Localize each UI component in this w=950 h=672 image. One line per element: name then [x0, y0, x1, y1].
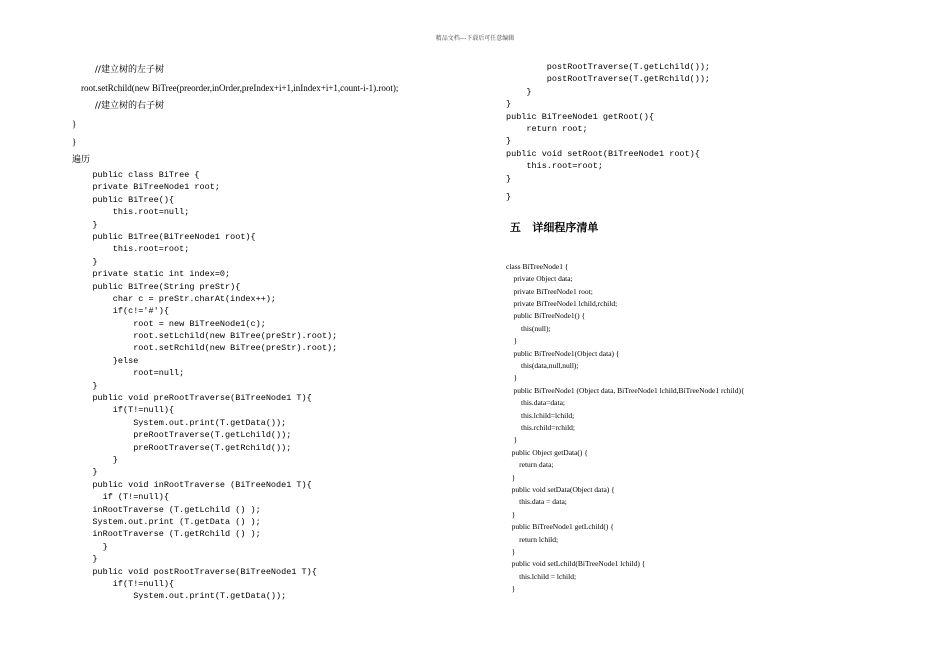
right-column-line: this.rchild=rchild;: [506, 422, 576, 432]
right-column-line: public BiTreeNode1 getRoot(){: [506, 111, 654, 122]
right-column-line: this.lchild = lchild;: [506, 571, 577, 581]
left-column-line: }: [72, 467, 98, 478]
right-column: [506, 61, 926, 595]
right-column-line: private BiTreeNode1 root;: [506, 286, 593, 296]
left-column-line: //建立树的右子树: [72, 101, 164, 111]
right-column-line: this.lchild=lchild;: [506, 410, 575, 420]
right-column-line: }: [506, 99, 512, 110]
section-heading: 五 详细程序清单: [506, 220, 599, 234]
left-column-line: public BiTree(BiTreeNode1 root){: [72, 231, 256, 242]
right-column-line: public BiTreeNode1 getLchild() {: [506, 522, 614, 532]
left-column-line: public class BiTree {: [72, 170, 200, 180]
left-column-line: private BiTreeNode1 root;: [72, 182, 220, 193]
left-column-line: public BiTree(){: [72, 194, 175, 205]
left-column-line: inRootTraverse (T.getRchild () );: [72, 529, 261, 540]
right-column-line: public void setRoot(BiTreeNode1 root){: [506, 148, 700, 159]
left-column-line: }: [72, 454, 118, 465]
right-column-line: }: [506, 336, 518, 346]
left-column-line: if(c!='#'){: [72, 306, 169, 317]
left-column-line: if(T!=null){: [72, 405, 175, 416]
right-column-line: this(data,null,null);: [506, 361, 579, 371]
right-column-line: public BiTreeNode1 (Object data, BiTreeNode1 lchild,BiTreeNode1 rchild){: [506, 385, 745, 395]
right-column-line: }: [506, 546, 516, 556]
right-column-line: }: [506, 435, 518, 445]
right-column-line: this(null);: [506, 323, 551, 333]
right-column-line: }: [506, 472, 516, 482]
left-column-line: root.setRchild(new BiTree(preorder,inOrder,preIndex+i+1,inIndex+i+1,count-i-1).root);: [72, 83, 399, 93]
right-column-line: postRootTraverse(T.getRchild());: [506, 74, 711, 85]
left-column-line: //建立树的左子树: [72, 65, 164, 75]
right-column-line: }: [506, 191, 512, 202]
right-column-line: return lchild;: [506, 534, 559, 544]
left-column-line: preRootTraverse(T.getRchild());: [72, 442, 292, 453]
right-column-line: }: [506, 136, 512, 147]
right-column-line: private BiTreeNode1 lchild,rchild;: [506, 299, 618, 309]
right-column-line: }: [506, 509, 516, 519]
right-column-line: class BiTreeNode1 {: [506, 261, 569, 271]
left-column-line: private static int index=0;: [72, 269, 231, 280]
left-column-line: }: [72, 137, 77, 147]
right-column-line: public BiTreeNode1() {: [506, 311, 586, 321]
left-column-line: System.out.print(T.getData());: [72, 417, 287, 428]
right-column-line: }: [506, 86, 532, 97]
right-column-line: }: [506, 373, 518, 383]
left-column-line: public void postRootTraverse(BiTreeNode1 T){: [72, 566, 317, 577]
left-column-line: }: [72, 219, 98, 230]
right-column-line: public BiTreeNode1(Object data) {: [506, 348, 620, 358]
left-column-line: char c = preStr.charAt(index++);: [72, 293, 277, 304]
left-column-line: }: [72, 119, 77, 129]
right-column-line: private Object data;: [506, 274, 573, 284]
left-column-line: System.out.print (T.getData () );: [72, 516, 261, 527]
left-column-line: preRootTraverse(T.getLchild());: [72, 430, 292, 441]
left-column: [72, 61, 492, 603]
left-column-line: this.root=null;: [72, 207, 190, 218]
left-column-line: 遍历: [72, 155, 91, 165]
left-column-line: }else: [72, 355, 139, 366]
left-column-line: root.setRchild(new BiTree(preStr).root);: [72, 343, 338, 354]
left-column-line: if (T!=null){: [72, 492, 169, 503]
left-column-line: if(T!=null){: [72, 578, 175, 589]
left-column-line: inRootTraverse (T.getLchild () );: [72, 504, 261, 515]
right-column-line: postRootTraverse(T.getLchild());: [506, 62, 711, 72]
right-column-line: public void setData(Object data) {: [506, 484, 615, 494]
left-column-line: }: [72, 541, 108, 552]
left-column-line: root=null;: [72, 368, 185, 379]
right-column-line: return data;: [506, 460, 554, 470]
left-column-line: root = new BiTreeNode1(c);: [72, 318, 266, 329]
right-column-line: public Object getData() {: [506, 447, 588, 457]
left-column-line: }: [72, 554, 98, 565]
right-column-line: return root;: [506, 123, 588, 134]
right-column-line: }: [506, 584, 516, 594]
page-header: 精品文档---下载后可任意编辑: [435, 35, 515, 42]
left-column-line: public void preRootTraverse(BiTreeNode1 T){: [72, 393, 312, 404]
right-column-line: this.data=data;: [506, 398, 566, 408]
right-column-line: public void setLchild(BiTreeNode1 lchild) {: [506, 559, 646, 569]
left-column-line: public void inRootTraverse (BiTreeNode1 T){: [72, 479, 312, 490]
right-column-line: }: [506, 173, 512, 184]
left-column-line: this.root=root;: [72, 244, 190, 255]
left-column-line: public BiTree(String preStr){: [72, 281, 241, 292]
left-column-line: }: [72, 380, 98, 391]
right-column-line: [506, 247, 926, 261]
right-column-line: this.root=root;: [506, 161, 603, 172]
left-column-line: }: [72, 256, 98, 267]
left-column-line: root.setLchild(new BiTree(preStr).root);: [72, 331, 338, 342]
left-column-line: System.out.print(T.getData());: [72, 591, 287, 602]
right-column-line: this.data = data;: [506, 497, 567, 507]
